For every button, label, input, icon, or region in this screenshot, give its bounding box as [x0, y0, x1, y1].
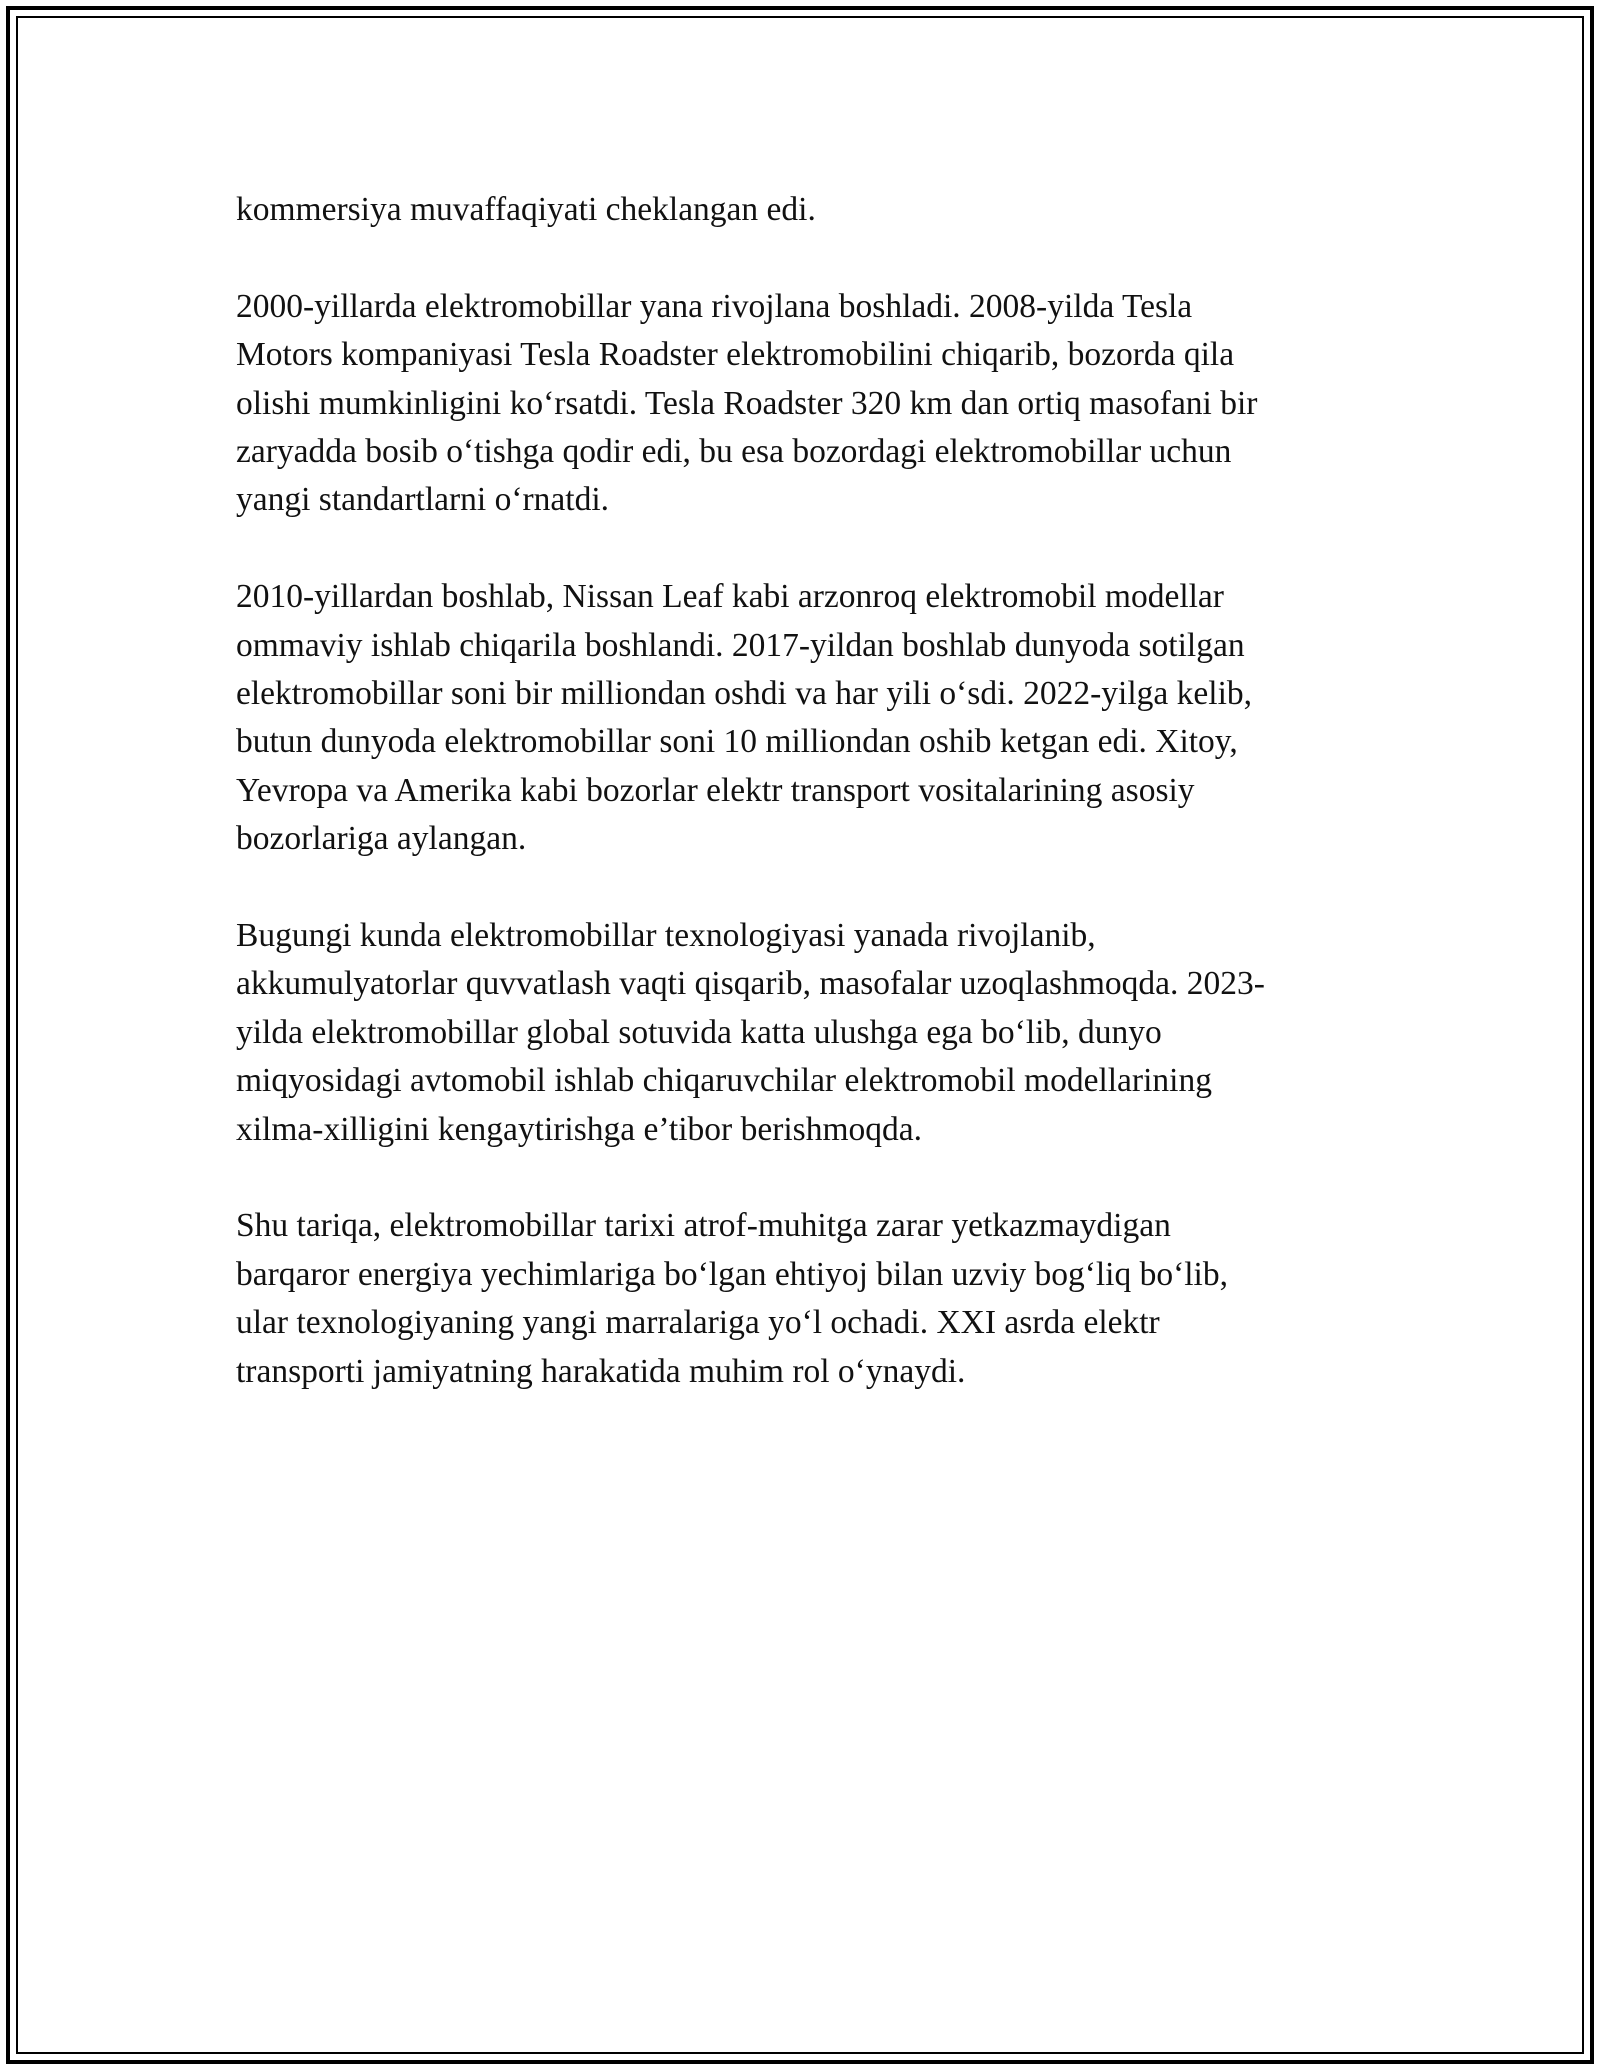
text-line: 2010-yillardan boshlab, Nissan Leaf kabi arzonroq elektromobil modellar — [236, 578, 1224, 616]
text-line: yangi standartlarni o‘rnatdi. — [236, 481, 610, 519]
text-line: zaryadda bosib o‘tishga qodir edi, bu esa bozordagi elektromobillar uchun — [236, 433, 1232, 471]
paragraph-1 — [236, 186, 1366, 234]
text-line: xilma-xilligini kengaytirishga e’tibor berishmoqda. — [236, 1110, 922, 1148]
text-line: Shu tariqa, elektromobillar tarixi atrof-muhitga zarar yetkazmaydigan — [236, 1207, 1171, 1245]
document-body — [236, 186, 1366, 1444]
paragraph-4 — [236, 912, 1366, 1154]
text-line: yilda elektromobillar global sotuvida katta ulushga ega bo‘lib, dunyo — [236, 1013, 1162, 1051]
text-line: Yevropa va Amerika kabi bozorlar elektr transport vositalarining asosiy — [236, 771, 1195, 809]
text-line: bozorlariga aylangan. — [236, 820, 527, 858]
text-line: 2000-yillarda elektromobillar yana rivojlana boshladi. 2008-yilda Tesla — [236, 287, 1193, 325]
paragraph-5 — [236, 1202, 1366, 1396]
text-line: transporti jamiyatning harakatida muhim rol o‘ynaydi. — [236, 1352, 966, 1390]
text-line: ommaviy ishlab chiqarila boshlandi. 2017-yildan boshlab dunyoda sotilgan — [236, 626, 1245, 664]
paragraph-3 — [236, 573, 1366, 863]
text-line: akkumulyatorlar quvvatlash vaqti qisqarib, masofalar uzoqlashmoqda. 2023- — [236, 965, 1265, 1003]
text-line: Bugungi kunda elektromobillar texnologiyasi yanada rivojlanib, — [236, 917, 1096, 955]
text-line: Motors kompaniyasi Tesla Roadster elektromobilini chiqarib, bozorda qila — [236, 336, 1235, 374]
paragraph-2 — [236, 283, 1366, 525]
text-line: elektromobillar soni bir milliondan oshdi va har yili o‘sdi. 2022-yilga kelib, — [236, 675, 1253, 713]
text-line: kommersiya muvaffaqiyati cheklangan edi. — [236, 191, 816, 228]
text-line: butun dunyoda elektromobillar soni 10 milliondan oshib ketgan edi. Xitoy, — [236, 723, 1238, 761]
text-line: miqyosidagi avtomobil ishlab chiqaruvchilar elektromobil modellarining — [236, 1062, 1212, 1100]
text-line: olishi mumkinligini ko‘rsatdi. Tesla Roadster 320 km dan ortiq masofani bir — [236, 384, 1258, 422]
text-line: barqaror energiya yechimlariga bo‘lgan ehtiyoj bilan uzviy bog‘liq bo‘lib, — [236, 1255, 1228, 1293]
text-line: ular texnologiyaning yangi marralariga yo‘l ochadi. XXI asrda elektr — [236, 1304, 1160, 1342]
